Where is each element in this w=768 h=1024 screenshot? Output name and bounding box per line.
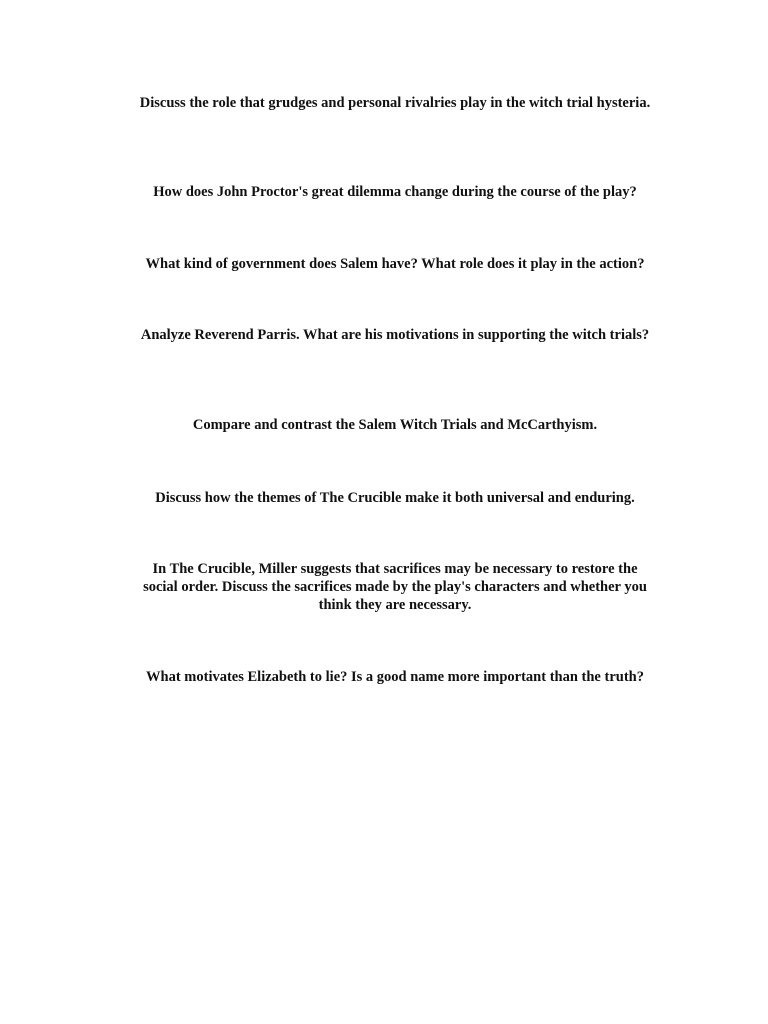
question-5: Compare and contrast the Salem Witch Trials and McCarthyism.	[192, 417, 598, 433]
question-4: Analyze Reverend Parris. What are his motivations in supporting the witch trials?	[140, 327, 650, 343]
question-7: In The Crucible, Miller suggests that sacrifices may be necessary to restore the social order. Discuss the sacrifices made by the play's characters and whether you think they are necessary.	[143, 561, 647, 613]
question-3: What kind of government does Salem have? What role does it play in the action?	[145, 256, 645, 272]
question-2: How does John Proctor's great dilemma change during the course of the play?	[153, 184, 637, 200]
question-6: Discuss how the themes of The Crucible make it both universal and enduring.	[155, 490, 635, 506]
question-8: What motivates Elizabeth to lie? Is a good name more important than the truth?	[146, 669, 644, 685]
question-1: Discuss the role that grudges and personal rivalries play in the witch trial hysteria.	[139, 95, 651, 111]
